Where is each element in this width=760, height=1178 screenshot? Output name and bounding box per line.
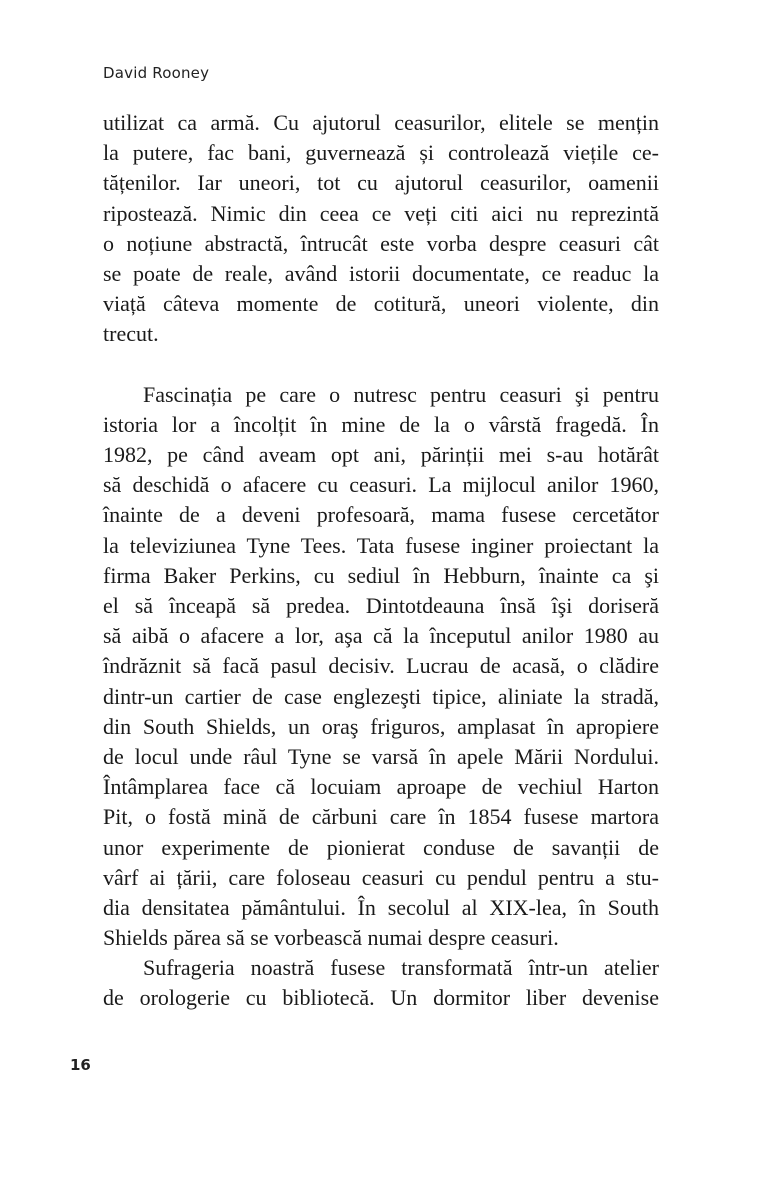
text-line: viață câteva momente de cotitură, uneori violente, din <box>103 291 659 317</box>
text-line: el să înceapă să predea. Dintotdeauna însă îşi doriseră <box>103 593 659 618</box>
text-line: să deschidă o afacere cu ceasuri. La mijlocul anilor 1960, <box>103 472 659 498</box>
text-line: Fascinația pe care o nutresc pentru ceasuri şi pentru <box>143 381 659 407</box>
text-line: Sufrageria noastră fusese transformată într-un atelier <box>143 955 659 981</box>
text-line: de locul unde râul Tyne se varsă în apele Mării Nordului. <box>103 743 659 769</box>
text-line: o noțiune abstractă, întrucât este vorba despre ceasuri cât <box>103 230 659 256</box>
text-line: Shields părea să se vorbească numai despre ceasuri. <box>103 925 559 951</box>
text-line: Întâmplarea face că locuiam aproape de vechiul Harton <box>103 774 659 800</box>
text-line: să aibă o afacere a lor, aşa că la începutul anilor 1980 au <box>103 623 659 649</box>
text-line: ripostează. Nimic din ceea ce veți citi aici nu reprezintă <box>103 200 659 226</box>
text-line: din South Shields, un oraş friguros, amplasat în apropiere <box>103 713 659 739</box>
paragraph-3 <box>103 953 659 1013</box>
text-line: de orologerie cu bibliotecă. Un dormitor liber devenise <box>103 985 659 1011</box>
text-line: dintr-un cartier de case englezeşti tipice, aliniate la stradă, <box>103 683 659 709</box>
running-head: David Rooney <box>103 64 210 82</box>
text-line: la televiziunea Tyne Tees. Tata fusese inginer proiectant la <box>103 532 659 558</box>
text-line: tățenilor. Iar uneori, tot cu ajutorul ceasurilor, oamenii <box>103 170 659 196</box>
text-line: îndrăznit să facă pasul decisiv. Lucrau de acasă, o clădire <box>103 653 659 679</box>
paragraph-1 <box>103 108 659 350</box>
text-line: firma Baker Perkins, cu sediul în Hebburn, înainte ca şi <box>103 562 659 588</box>
text-line: dia densitatea pământului. În secolul al XIX-lea, în South <box>103 894 659 920</box>
text-line: vârf ai țării, care foloseau ceasuri cu pendul pentru a stu- <box>103 864 659 890</box>
text-line: 1982, pe când aveam opt ani, părinții mei s-au hotărât <box>103 442 659 468</box>
page-number: 16 <box>70 1056 91 1074</box>
text-line: utilizat ca armă. Cu ajutorul ceasurilor, elitele se mențin <box>103 110 659 135</box>
text-line: înainte de a deveni profesoară, mama fusese cercetător <box>103 502 659 528</box>
text-line: se poate de reale, având istorii documentate, ce readuc la <box>103 260 659 286</box>
text-line: la putere, fac bani, guvernează și controlează viețile ce- <box>103 140 659 166</box>
text-line: unor experimente de pionierat conduse de savanții de <box>103 834 659 860</box>
paragraph-2 <box>103 380 659 954</box>
text-line: trecut. <box>103 321 159 347</box>
body-text <box>103 108 659 1014</box>
text-line: Pit, o fostă mină de cărbuni care în 1854 fusese martora <box>103 804 659 830</box>
text-line: istoria lor a încolțit în mine de la o vârstă fragedă. În <box>103 411 659 437</box>
section-break <box>103 350 659 380</box>
